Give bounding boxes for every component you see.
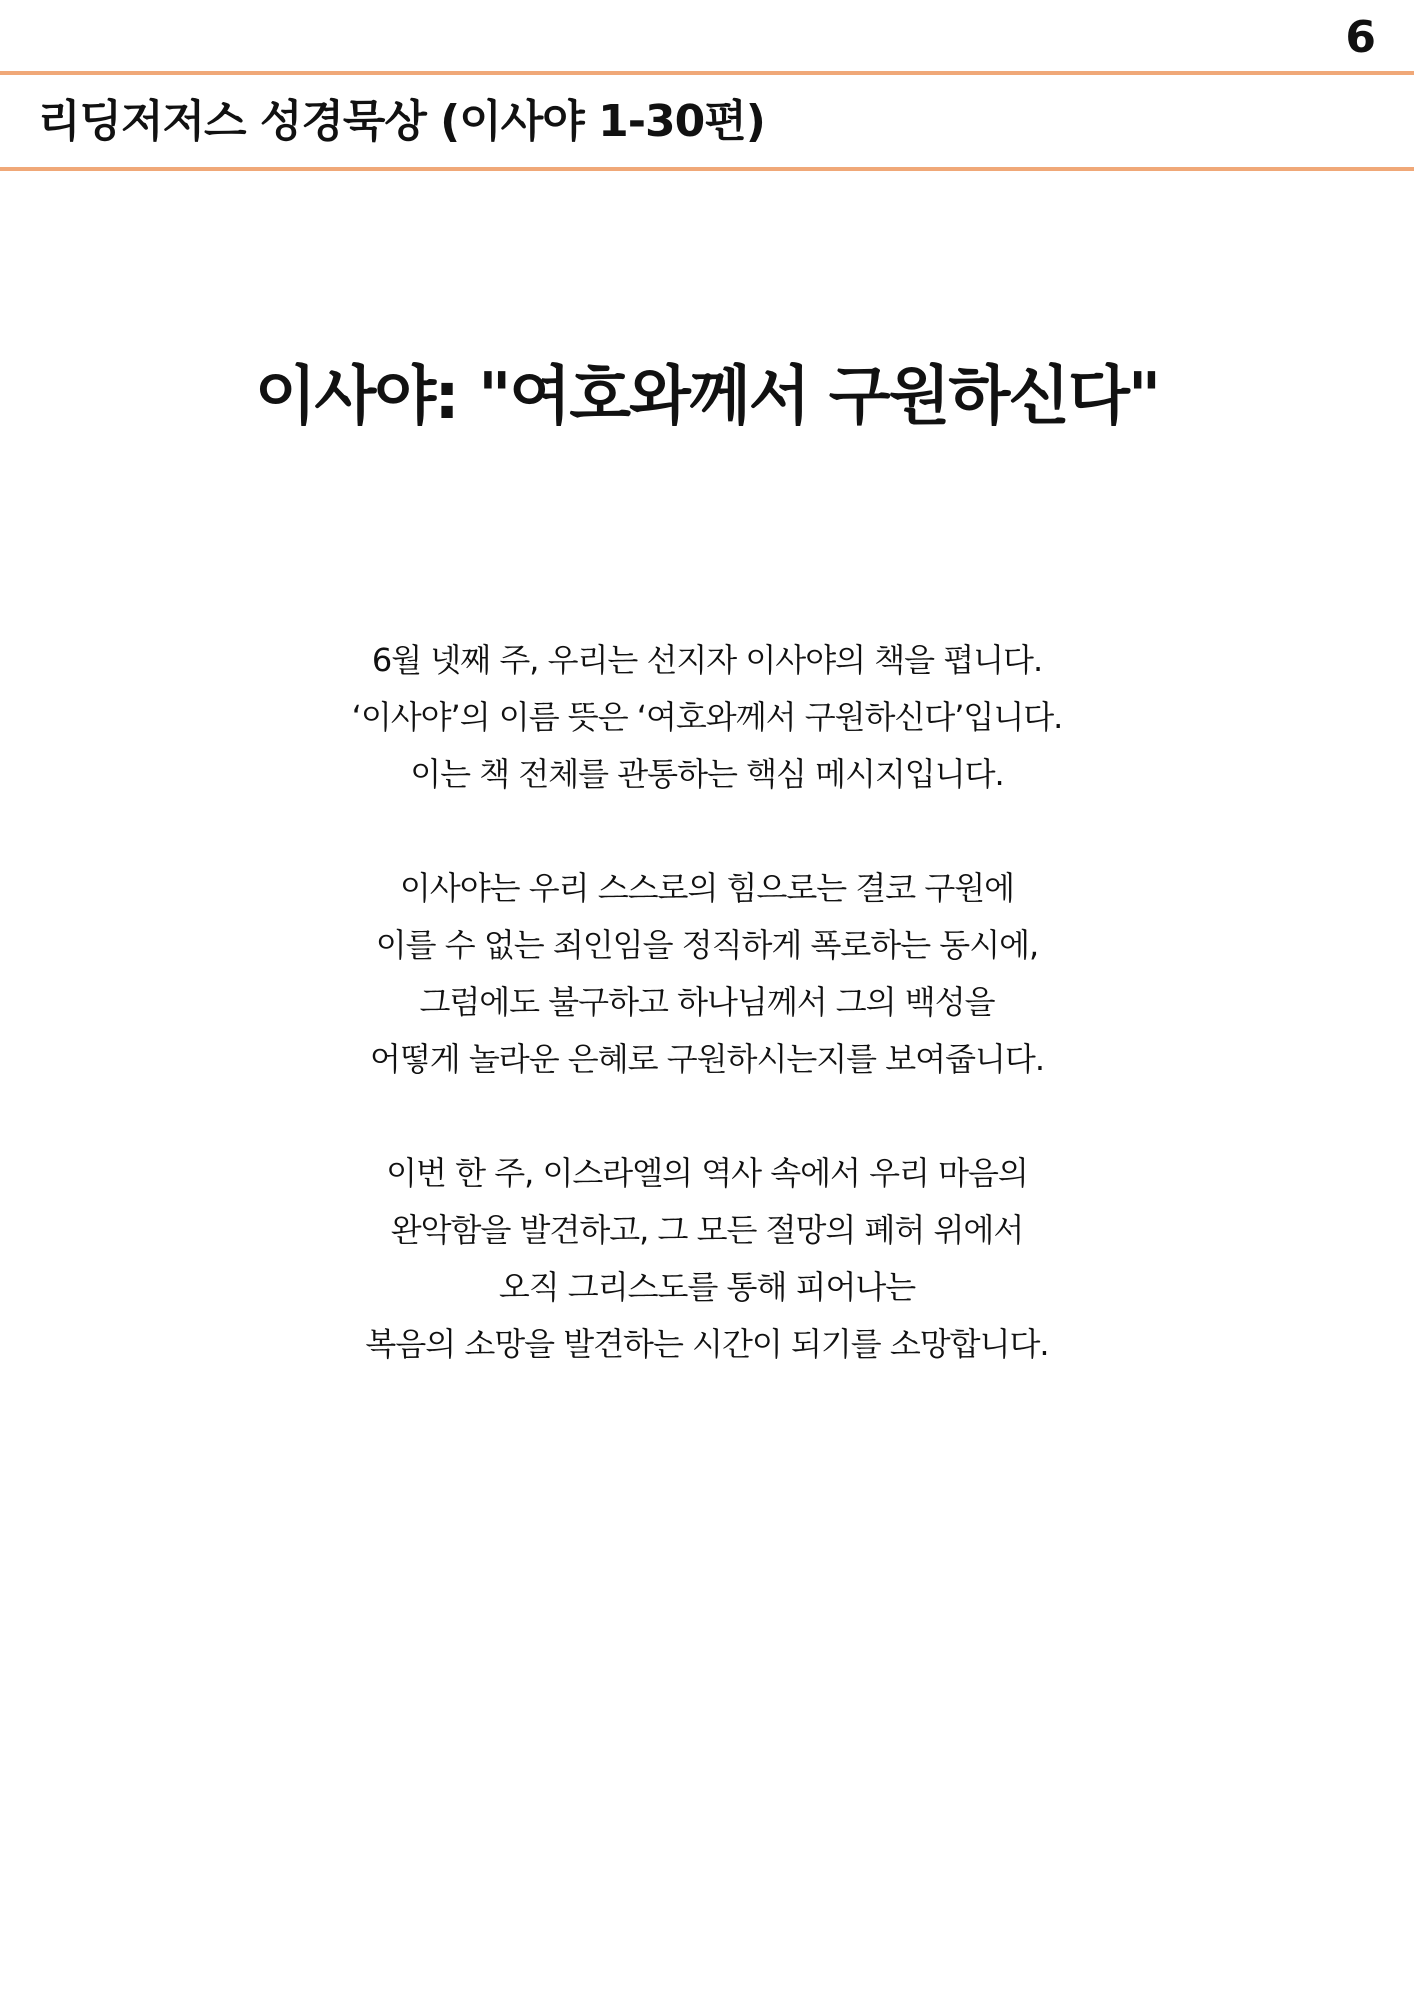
body-text xyxy=(0,632,1414,1430)
page-title: 이사야: "여호와께서 구원하신다" xyxy=(254,360,1160,434)
text-line: ‘이사야’의 이름 뜻은 ‘여호와께서 구원하신다’입니다. xyxy=(351,698,1063,736)
header-title: 리딩저저스 성경묵상 (이사야 1-30편) xyxy=(38,96,765,147)
paragraph-closing xyxy=(0,1145,1414,1373)
text-line: 이를 수 없는 죄인임을 정직하게 폭로하는 동시에, xyxy=(375,926,1039,964)
text-line: 오직 그리스도를 통해 피어나는 xyxy=(498,1268,916,1306)
header-top-rule xyxy=(0,71,1414,75)
paragraph-intro xyxy=(0,632,1414,803)
paragraph-message xyxy=(0,860,1414,1088)
text-line: 어떻게 놀라운 은혜로 구원하시는지를 보여줍니다. xyxy=(369,1040,1044,1078)
text-line: 이사야는 우리 스스로의 힘으로는 결코 구원에 xyxy=(399,869,1015,907)
text-line: 6월 넷째 주, 우리는 선지자 이사야의 책을 폅니다. xyxy=(371,641,1043,679)
text-line: 완악함을 발견하고, 그 모든 절망의 폐허 위에서 xyxy=(390,1211,1024,1249)
text-line: 이번 한 주, 이스라엘의 역사 속에서 우리 마음의 xyxy=(386,1154,1028,1192)
header-bottom-rule xyxy=(0,167,1414,171)
text-line: 복음의 소망을 발견하는 시간이 되기를 소망합니다. xyxy=(365,1325,1049,1363)
text-line: 이는 책 전체를 관통하는 핵심 메시지입니다. xyxy=(410,755,1004,793)
text-line: 그럼에도 불구하고 하나님께서 그의 백성을 xyxy=(419,983,995,1021)
page-number: 6 xyxy=(1345,12,1376,63)
